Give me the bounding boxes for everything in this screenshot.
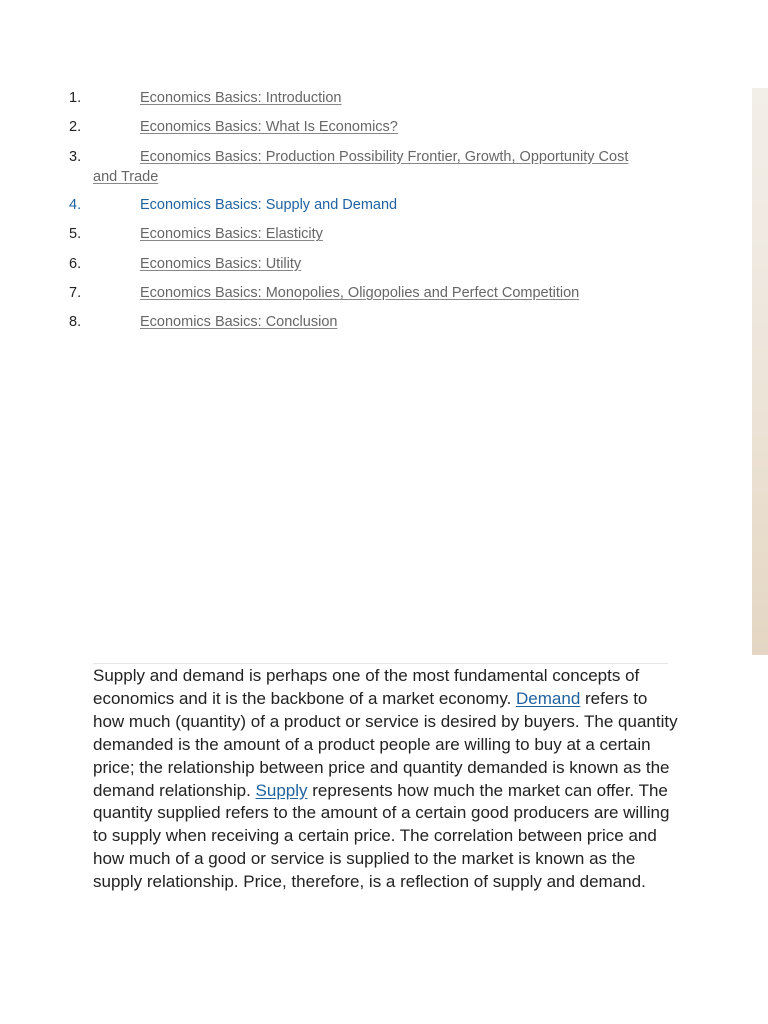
article-text: refers to how much (quantity) of a product or service is desired by buyers. The quantity demanded is the amount of a product people are willing to buy at a certain price; the relationship between price and quantity demanded is known as the demand relationship. [93, 688, 678, 800]
toc-item [0, 283, 653, 303]
toc-item-number: 8. [69, 314, 82, 331]
side-image [752, 88, 768, 655]
toc-link-utility[interactable] [93, 256, 301, 272]
toc-item [0, 147, 653, 187]
toc-item-active [0, 195, 653, 215]
demand-link[interactable]: Demand [516, 688, 581, 708]
toc-link-conclusion[interactable] [93, 314, 337, 330]
toc-link-label: Economics Basics: Monopolies, Oligopolies and Perfect Competition [140, 284, 580, 301]
toc-item-number: 3. [69, 148, 82, 165]
toc-item [0, 312, 653, 332]
toc-item [0, 224, 653, 244]
section-divider [93, 663, 668, 664]
table-of-contents [0, 88, 700, 342]
toc-link-label: Economics Basics: Supply and Demand [140, 197, 398, 214]
toc-link-label: Economics Basics: Utility [140, 255, 302, 272]
toc-link-label: Economics Basics: Introduction [140, 90, 342, 106]
toc-item-number: 2. [69, 119, 82, 136]
toc-link-supply-and-demand[interactable] [93, 197, 397, 213]
toc-link-label: Economics Basics: Production Possibility Frontier, Growth, Opportunity Cost and Trade [93, 148, 629, 185]
toc-link-production-possibility-frontier[interactable] [93, 149, 628, 185]
article-paragraph [93, 665, 683, 894]
toc-item-number: 4. [69, 197, 82, 214]
supply-link[interactable]: Supply [255, 780, 308, 800]
toc-item-number: 6. [69, 255, 82, 272]
toc-link-label: Economics Basics: Conclusion [140, 314, 338, 331]
toc-link-elasticity[interactable] [93, 226, 323, 242]
toc-link-introduction[interactable] [93, 90, 341, 106]
toc-item [0, 88, 653, 108]
toc-link-monopolies[interactable] [93, 285, 579, 301]
toc-item-number: 7. [69, 284, 82, 301]
toc-item-number: 5. [69, 226, 82, 243]
toc-item [0, 117, 653, 137]
toc-link-label: Economics Basics: Elasticity [140, 226, 323, 243]
toc-link-label: Economics Basics: What Is Economics? [140, 119, 398, 136]
toc-item [0, 254, 653, 274]
toc-link-what-is-economics[interactable] [93, 119, 398, 135]
toc-item-number: 1. [69, 90, 82, 106]
article-text: represents how much the market can offer. The quantity supplied refers to the amount of a certain good producers are willing to supply when receiving a certain price. The correlation between price and how much of a good or service is supplied to the market is known as the supply relationship. Price, therefore, is a reflection of supply and demand. [93, 780, 670, 892]
article-text: Supply and demand is perhaps one of the most fundamental concepts of economics and it is the backbone of a market economy. [93, 666, 640, 708]
